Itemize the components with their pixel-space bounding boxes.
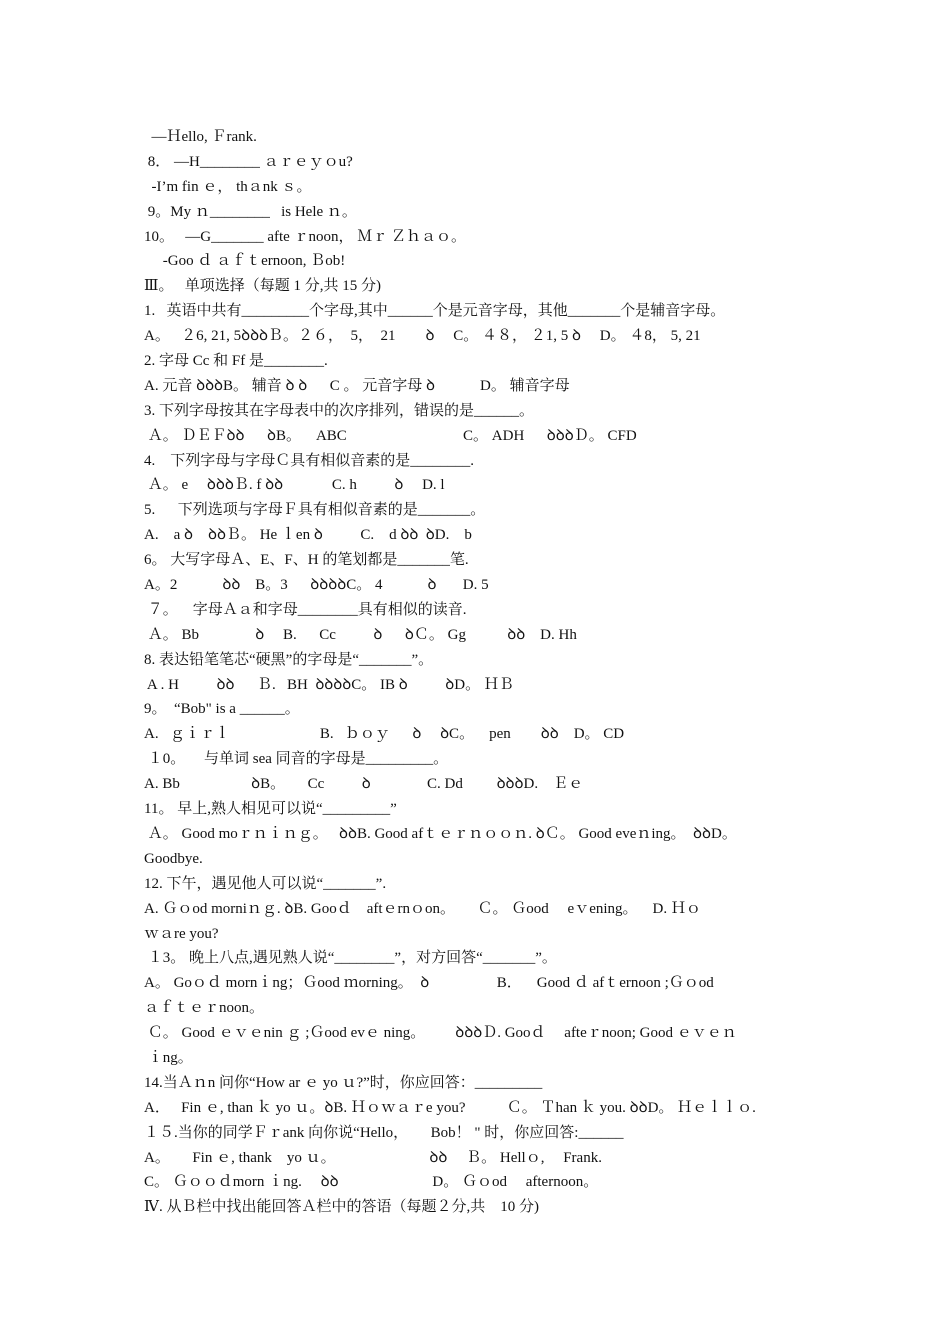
question-line: 9。 “Bob" is a ______。: [144, 701, 300, 718]
text-line: 8． —H________ ａｒｅｙｏu?: [144, 153, 353, 170]
options-line: Goodbye.: [144, 850, 203, 867]
question-line: 11。 早上,熟人相见可以说“_________”: [144, 801, 397, 818]
options-line: Ａ。 e ꝺꝺꝺＢ. f ꝺꝺ C. h ꝺ D. l: [144, 477, 445, 494]
options-line: Ａ。 ＤＥＦꝺꝺ ꝺB。 ABC C。 ADH ꝺꝺꝺＤ。 CFD: [144, 427, 637, 444]
text-line: -Goo ｄ ａｆｔernoon, Ｂob!: [144, 253, 346, 270]
question-line: 8. 表达铅笔笔芯“硬黑”的字母是“_______”。: [144, 651, 434, 668]
question-line: ７。 字母Ａａ和字母________具有相似的读音.: [144, 601, 467, 618]
options-line: A. 元音 ꝺꝺꝺB。 辅音 ꝺ ꝺ C 。 元音字母 ꝺ D。 辅音字母: [144, 377, 570, 394]
text-line: -I’m fin ｅ， thａnk ｓ。: [144, 178, 312, 195]
question-line: 14.当Ａｎn 问你“How ar ｅ yo ｕ?”时，你应回答：_________: [144, 1074, 543, 1091]
text-line: —Ｈello, Ｆrank.: [144, 129, 257, 145]
question-line: 12. 下午，遇见他人可以说“_______”.: [144, 875, 387, 892]
options-line: A. ｇｉｒｌ B. ｂｏｙ ꝺ ꝺC。 pen ꝺꝺ D。 CD: [144, 726, 625, 743]
options-line: ｉng。: [144, 1049, 193, 1066]
options-line: A . H ꝺꝺ Ｂ. BH ꝺꝺꝺꝺC。 IB ꝺ ꝺD。 ＨＢ: [144, 676, 514, 693]
options-line: Ｃ。 Good ｅｖｅnin ｇ ;Ｇood evｅ ning。 ꝺꝺꝺＤ. Gooｄ afteｒnoon; Good ｅｖｅｎ: [144, 1025, 737, 1042]
options-line: A。2 ꝺꝺ B。3 ꝺꝺꝺꝺC。 4 ꝺ D. 5: [144, 577, 489, 594]
options-line: ａｆｔｅｒnoon。: [144, 1000, 265, 1017]
options-line: A。 Fin ｅ, thank yo ｕ。 ꝺꝺ Ｂ。 Hellｏ, Frank.: [144, 1149, 602, 1166]
options-line: Ａ。 Bb ꝺ B. Cc ꝺ ꝺＣ。 Gg ꝺꝺ D. Hh: [144, 626, 577, 643]
text-line: 10。 —G_______ afte ｒnoon， Ｍｒ Ｚｈａｏ。: [144, 228, 467, 245]
question-line: 2. 字母 Cc 和 Ff 是________.: [144, 353, 328, 370]
question-line: 3. 下列字母按其在字母表中的次序排列，错误的是______。: [144, 402, 535, 419]
options-line: C。 Ｇｏｏｄmorn ｉng. ꝺꝺ D。 Ｇｏod afternoon。: [144, 1174, 599, 1191]
question-line: １0。 与单词 sea 同音的字母是_________。: [144, 751, 449, 768]
question-line: 4. 下列字母与字母Ｃ具有相似音素的是________.: [144, 452, 475, 469]
options-line: A。 ２6, 21, 5ꝺꝺꝺＢ。２６， 5， 21 ꝺ C。 ４８， ２1, 5 ꝺ D。 ４8， 5, 21: [144, 328, 701, 345]
question-line: １3。 晚上八点,遇见熟人说“________”，对方回答“_______”。: [144, 950, 557, 967]
exam-text: [144, 125, 810, 1220]
options-line: A． Fin ｅ, than ｋ yo ｕ。ꝺB. Ｈｏｗａｒe you? Ｃ。 Ｔhan ｋ you. ꝺꝺD。 Ｈｅｌｌｏ.: [144, 1099, 756, 1116]
question-line: 6。 大写字母Ａ、E、F、H 的笔划都是_______笔.: [144, 552, 469, 569]
options-line: Ａ。 Good moｒｎｉｎｇ。 ꝺꝺB. Good afｔｅｒｎｏｏｎ. ꝺＣ。 Good eveｎing。 ꝺꝺD。: [144, 825, 737, 842]
options-line: A. a ꝺ ꝺꝺＢ。 He ｌen ꝺ C. d ꝺꝺ ꝺD. b: [144, 527, 472, 544]
options-line: A。 Goｏｄ mornｉng；Ｇood ｍorning。 ꝺ B． Good ｄ afｔernoon ;Ｇｏod: [144, 975, 714, 992]
question-line: 1. 英语中共有_________个字母,其中______个是元音字母，其他_______个是辅音字母。: [144, 303, 726, 320]
question-line: 5. 下列选项与字母Ｆ具有相似音素的是_______。: [144, 502, 486, 519]
section-heading: Ⅳ. 从Ｂ栏中找出能回答Ａ栏中的答语（每题２分,共 10 分): [144, 1199, 539, 1216]
section-heading: Ⅲ。 单项选择（每题 1 分,共 15 分): [144, 278, 381, 295]
question-line: １５.当你的同学Ｆｒank 向你说“Hello， Bob！ " 时，你应回答:______: [144, 1124, 624, 1141]
text-line: 9。My ｎ________ is Hele ｎ。: [144, 203, 357, 220]
options-line: ｗａre you?: [144, 925, 219, 942]
options-line: A. Ｇｏod morniｎｇ. ꝺB. Gooｄ aftｅrnｏon。 Ｃ。 Ｇood eｖening。 D. Ｈｏ: [144, 900, 701, 917]
options-line: A. Bb ꝺB。 Cc ꝺ C. Dd ꝺꝺꝺD. Ｅｅ: [144, 776, 584, 793]
